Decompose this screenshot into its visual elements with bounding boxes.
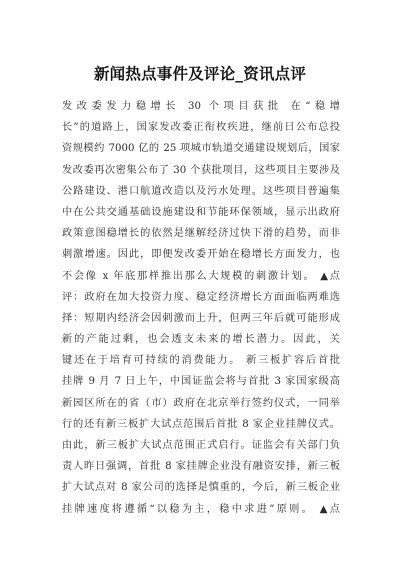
text-line: 新的产能过剩，也会透支未来的增长潜力。因此，关 <box>62 334 340 346</box>
text-line: 行的还有新三板扩大试点范围后首批 8 家企业挂牌仪式。 <box>62 418 340 430</box>
text-line: 发改委再次密集公布了 30 个获批项目，这些项目主要涉及 <box>62 164 340 176</box>
text-line: 挂牌速度将遵循“以稳为主，稳中求进”原则。 ▲点 <box>62 503 340 515</box>
text-line: 资规模约 7000 亿的 25 项城市轨道交通建设规划后，国家 <box>62 143 340 155</box>
text-line: 评：政府在加大投资力度、稳定经济增长方面面临两难选 <box>62 291 340 303</box>
text-line: 键还在于培育可持续的消费能力。 新三板扩容后首批 <box>62 355 340 367</box>
text-line: 政策意图稳增长的依然是继解经济过快下滑的趋势，而非 <box>62 228 340 240</box>
text-line: 发改委发力稳增长 30 个项目获批 在“稳增 <box>62 101 340 112</box>
text-line: 公路建设、港口航道改造以及污水处理。这些项目普遍集 <box>62 185 340 197</box>
text-line: 挂牌 9 月 7 日上午，中国证监会将与首批 3 家国家级高 <box>62 376 340 388</box>
text-line: 不会像 x 年底那样推出那么大规模的刺激计划。 ▲点 <box>62 270 340 282</box>
text-line: 刺激增速。因此，即便发改委开始在稳增长方面发力，也 <box>62 249 340 261</box>
text-line: 长”的道路上，国家发改委正衔枚疾进，继前日公布总投 <box>62 122 340 134</box>
document-body <box>62 96 340 520</box>
text-line: 择：短期内经济会因刺激而上升，但两三年后就可能形成 <box>62 312 340 324</box>
text-line: 由此，新三板扩大试点范围正式启行。证监会有关部门负 <box>62 440 340 451</box>
text-line: 中在公共交通基础设施建设和节能环保领域，显示出政府 <box>62 206 340 218</box>
text-line: 扩大试点对 8 家公司的选择是慎重的，今后，新三板企业 <box>62 482 340 494</box>
text-line: 责人昨日强调，首批 8 家挂牌企业没有融资安排，新三板 <box>62 461 340 473</box>
document-title: 新闻热点事件及评论_资讯点评 <box>93 65 307 83</box>
text-line: 新园区所在的省（市）政府在北京举行签约仪式，一同举 <box>62 397 340 409</box>
